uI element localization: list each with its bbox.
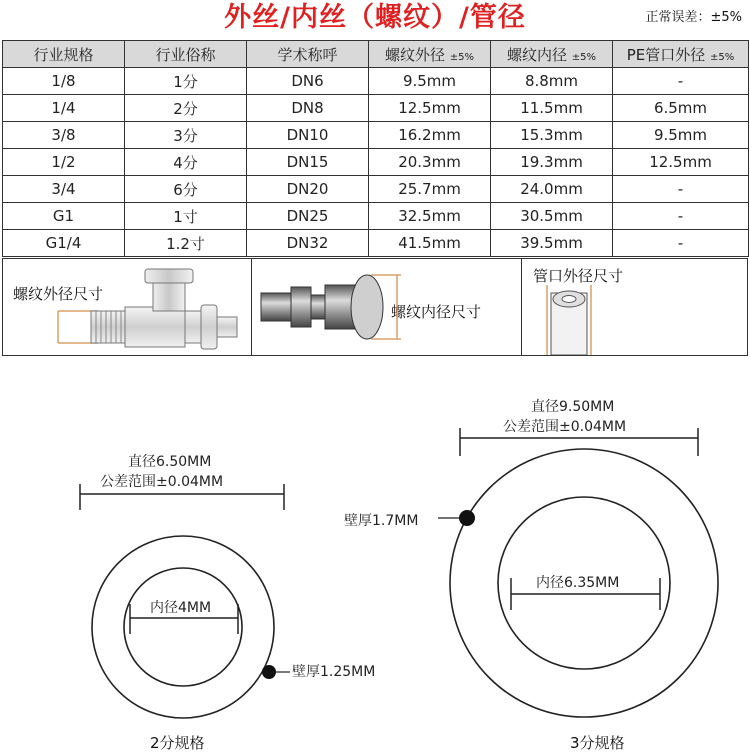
table-cell: 1/4 xyxy=(3,95,125,122)
right-diameter-text: 直径9.50MM xyxy=(531,399,615,415)
inner-thread-label: 螺纹内径尺寸 xyxy=(391,303,482,321)
col-header: PE管口外径 ±5% xyxy=(613,41,749,68)
left-tolerance-text: 公差范围±0.04MM xyxy=(100,474,224,490)
table-cell: 9.5mm xyxy=(613,122,749,149)
table-cell: 6分 xyxy=(125,176,247,203)
left-wall-marker xyxy=(262,665,276,679)
table-cell: 39.5mm xyxy=(491,230,613,257)
table-cell: 8.8mm xyxy=(491,68,613,95)
col-header: 学术称呼 xyxy=(247,41,369,68)
page-title: 外丝/内丝（螺纹）/管径 xyxy=(224,2,526,33)
left-caption: 2分规格 xyxy=(150,734,205,752)
table-cell: 25.7mm xyxy=(369,176,491,203)
right-tolerance-text: 公差范围±0.04MM xyxy=(503,419,627,435)
table-cell: 2分 xyxy=(125,95,247,122)
table-cell: DN15 xyxy=(247,149,369,176)
table-cell: 19.3mm xyxy=(491,149,613,176)
right-inner-text: 内径6.35MM xyxy=(534,572,621,592)
right-wall-text: 壁厚1.7MM xyxy=(344,513,419,529)
table-cell: 3/4 xyxy=(3,176,125,203)
col-header: 螺纹外径 ±5% xyxy=(369,41,491,68)
table-cell: DN8 xyxy=(247,95,369,122)
table-cell: 9.5mm xyxy=(369,68,491,95)
table-cell: 11.5mm xyxy=(491,95,613,122)
table-cell: 32.5mm xyxy=(369,203,491,230)
right-caption: 3分规格 xyxy=(570,734,625,752)
left-inner-text: 内径4MM xyxy=(148,597,213,617)
table-cell: 12.5mm xyxy=(369,95,491,122)
table-cell: DN32 xyxy=(247,230,369,257)
table-cell: DN6 xyxy=(247,68,369,95)
left-inner-circle xyxy=(124,568,242,686)
col-header: 螺纹内径 ±5% xyxy=(491,41,613,68)
table-cell: - xyxy=(613,68,749,95)
table-cell: - xyxy=(613,176,749,203)
table-cell: 6.5mm xyxy=(613,95,749,122)
left-diameter-text: 直径6.50MM xyxy=(128,454,212,470)
table-cell: 3分 xyxy=(125,122,247,149)
table-cell: 1/8 xyxy=(3,68,125,95)
table-cell: 24.0mm xyxy=(491,176,613,203)
table-cell: DN25 xyxy=(247,203,369,230)
table-cell: DN10 xyxy=(247,122,369,149)
table-cell: 1.2寸 xyxy=(125,230,247,257)
pipe-od-label: 管口外径尺寸 xyxy=(533,267,624,285)
tolerance-note: 正常误差：±5% xyxy=(645,10,742,25)
table-cell: - xyxy=(613,230,749,257)
table-cell: 15.3mm xyxy=(491,122,613,149)
table-cell: DN20 xyxy=(247,176,369,203)
table-cell: 1/2 xyxy=(3,149,125,176)
table-cell: 20.3mm xyxy=(369,149,491,176)
table-cell: 12.5mm xyxy=(613,149,749,176)
outer-thread-label: 螺纹外径尺寸 xyxy=(13,285,104,303)
left-outer-circle xyxy=(92,536,274,718)
table-cell: 41.5mm xyxy=(369,230,491,257)
table-cell: 1寸 xyxy=(125,203,247,230)
col-header: 行业规格 xyxy=(3,41,125,68)
table-cell: 3/8 xyxy=(3,122,125,149)
table-cell: 1分 xyxy=(125,68,247,95)
col-header: 行业俗称 xyxy=(125,41,247,68)
left-wall-text: 壁厚1.25MM xyxy=(292,664,376,680)
right-wall-marker xyxy=(459,510,475,526)
table-cell: G1 xyxy=(3,203,125,230)
table-cell: 16.2mm xyxy=(369,122,491,149)
table-cell: - xyxy=(613,203,749,230)
table-cell: 4分 xyxy=(125,149,247,176)
table-cell: G1/4 xyxy=(3,230,125,257)
table-cell: 30.5mm xyxy=(491,203,613,230)
